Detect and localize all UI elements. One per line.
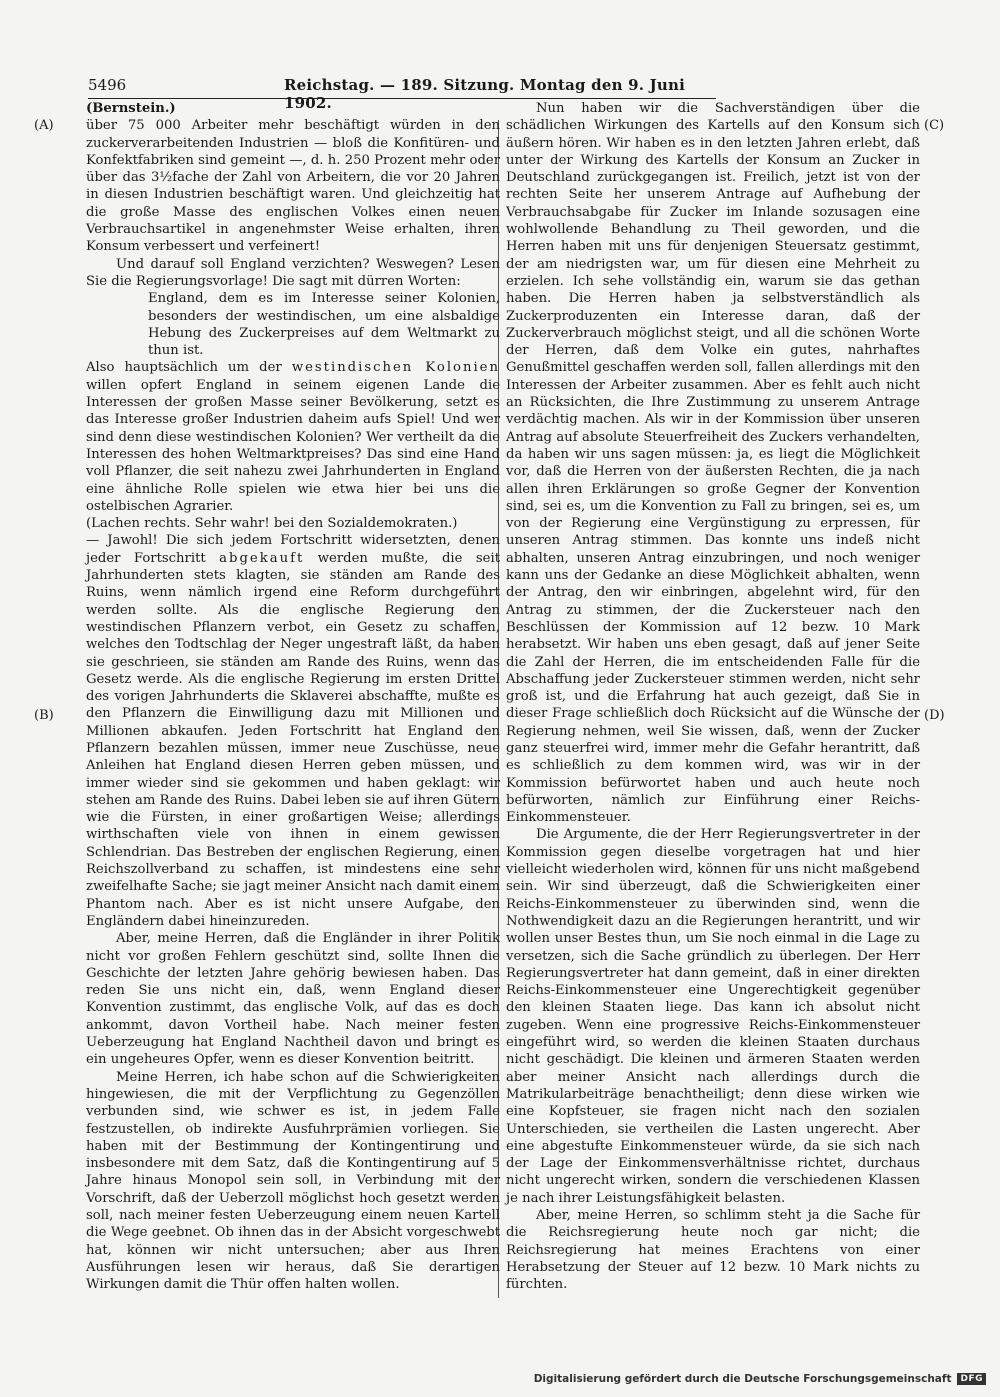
emphasized-text: westindischen Kolonien [291, 360, 500, 376]
margin-marker-c: (C) [924, 118, 945, 133]
margin-marker-d: (D) [924, 708, 945, 723]
right-column [506, 100, 920, 1293]
block-quote: England, dem es im Interesse seiner Kolonien, besonders der westindischen, um eine alsbaldige Hebung des Zuckerpreises auf dem Weltmarkt zu thun ist. [148, 291, 500, 359]
header-title: Reichstag. — 189. Sitzung. Montag den 9. Juni 1902. [284, 76, 685, 112]
emphasized-text: abgekauft [219, 550, 305, 566]
paragraph: Aber, meine Herren, so schlimm steht ja die Sache für die Reichsregierung heute noch gar nicht; die Reichsregierung hat meines Erachtens von einer Herabsetzung der Steuer auf 12 bezw. 10 Mark nichts zu fürchten. [506, 1208, 920, 1293]
text-run: willen opfert England in seinem eigenen Lande die Interessen der großen Masse seiner Bevölkerung, setzt es das Interesse großer Industrien daheim aufs Spiel! Und wer sind denn diese westindischen Kolonien? Wer vertheilt da die Interessen des hohen Weltmarktpreises? Das sind eine Hand voll Pflanzer, die seit nahezu zwei Jahrhunderten in England eine ähnliche Rolle spielen wie etwa hier bei uns die ostelbischen Agrarier. [86, 377, 500, 514]
dfg-logo: DFG [957, 1373, 986, 1385]
paragraph: Aber, meine Herren, daß die Engländer in ihrer Politik nicht vor großen Fehlern geschützt sind, sollte Ihnen die Geschichte der letzten Jahre gehörig bewiesen haben. Das reden Sie uns nicht ein, daß, wenn England dieser Konvention zustimmt, das englische Volk, auf das es doch ankommt, davon Vortheil habe. Nach meiner festen Ueberzeugung hat England Nachtheil davon und bringt es ein ungeheures Opfer, wenn es dieser Konvention beitritt. [86, 931, 500, 1068]
paragraph [86, 532, 500, 930]
text-run: Also hauptsächlich um der [86, 360, 282, 376]
paragraph [86, 359, 500, 515]
left-column [86, 100, 500, 1293]
digitization-footer [534, 1373, 986, 1385]
text-run: — Jawohl! Die sich jedem Fortschritt widersetzten, denen jeder Fortschritt [86, 533, 500, 566]
paragraph: Nun haben wir die Sachverständigen über die schädlichen Wirkungen des Kartells auf den Konsum sich äußern hören. Wir haben es in den letzten Jahren erlebt, daß unter der Wirkung des Kartells der Konsum an Zucker in Deutschland zurückgegangen ist. Freilich, jetzt ist von der rechten Seite her unserem Antrage auf Aufhebung der Verbrauchsabgabe für Zucker im Inlande sozusagen eine wohlwollende Behandlung zu Theil geworden, und die Herren haben mit uns für denjenigen Steuersatz gestimmt, der am niedrigsten war, um für diesen eine Mehrheit zu erzielen. Ich sehe vollständig ein, warum sie das gethan haben. Die Herren haben ja selbstverständlich als Zuckerproduzenten ein Interesse daran, daß der Zuckerverbrauch möglichst steigt, und all die schönen Worte der Herren, daß dem Volke ein gutes, nahrhaftes Genußmittel geschaffen werden soll, fallen allerdings mit den Interessen der Arbeiter zusammen. Aber es fehlt auch nicht an Rücksichten, die Ihre Zustimmung zu unserem Antrage verdächtig machen. Als wir in der Kommission über unseren Antrag auf absolute Steuerfreiheit des Zuckers verhandelten, da haben wir uns sagen müssen: ja, es liegt die Möglichkeit vor, daß die Herren von der äußersten Rechten, die ja nach allen ihren Erklärungen so große Gegner der Konvention sind, sei es, um die Konvention zu Fall zu bringen, sei es, um von der Regierung eine Vergünstigung zu erpressen, für unseren Antrag stimmen. Das konnte uns indeß nicht abhalten, unseren Antrag einzubringen, und noch weniger kann uns der Gedanke an diese Möglichkeit abhalten, wenn der Antrag, den wir einbringen, abgelehnt wird, für den Antrag zu stimmen, der die Zuckersteuer nach den Beschlüssen der Kommission auf 12 bezw. 10 Mark herabsetzt. Wir haben uns eben gesagt, daß auf jener Seite die Zahl der Herren, die im entscheidenden Falle für die Abschaffung jeder Zuckersteuer stimmen werden, nicht sehr groß ist, und die Erfahrung hat auch gezeigt, daß Sie in dieser Frage schließlich doch Rücksicht auf die Wünsche der Regierung nehmen, weil Sie wissen, daß, wenn der Zucker ganz steuerfrei wird, immer mehr die Gefahr herantritt, daß es schließlich zu dem kommen wird, was wir in der Kommission befürwortet haben und auch heute noch befürworten, nämlich zur Einführung einer Reichs-Einkommensteuer. [506, 101, 920, 826]
page-number: 5496 [88, 76, 127, 94]
paragraph: Die Argumente, die der Herr Regierungsvertreter in der Kommission gegen dieselbe vorgetragen hat und hier vielleicht wiederholen wird, können für uns nicht maßgebend sein. Wir sind überzeugt, daß die Schwierigkeiten einer Reichs-Einkommensteuer zu überwinden sind, wenn die Nothwendigkeit dazu an die Regierungen herantritt, und wir wollen unser Bestes thun, um Sie noch einmal in die Lage zu versetzen, sich die Sache gründlich zu überlegen. Der Herr Regierungsvertreter hat dann gemeint, daß in einer direkten Reichs-Einkommensteuer eine Ungerechtigkeit gegenüber den kleinen Staaten liege. Das kann ich absolut nicht zugeben. Wenn eine progressive Reichs-Einkommensteuer eingeführt wird, so werden die kleinen Staaten durchaus nicht geschädigt. Die kleinen und ärmeren Staaten werden aber meiner Ansicht nach allerdings durch die Matrikularbeiträge benachtheiligt; denn diese wirken wie eine Kopfsteuer, sie fragen nicht nach den sozialen Unterschieden, sie vertheilen die Lasten ungerecht. Aber eine abgestufte Einkommensteuer würde, da sie sich nach der Lage der Einkommensverhältnisse richtet, durchaus nicht ungerecht wirken, sondern die verschiedenen Klassen je nach ihrer Leistungsfähigkeit belasten. [506, 827, 920, 1206]
paragraph: über 75 000 Arbeiter mehr beschäftigt würden in den zuckerverarbeitenden Industrien — bloß die Konfitüren- und Konfektfabriken sind gemeint —, d. h. 250 Prozent mehr oder über das 3½fache der Zahl von Arbeitern, die vor 20 Jahren in diesen Industrien beschäftigt waren. Und gleichzeitig hat die große Masse des englischen Volkes einen neuen Verbrauchsartikel in angenehmster Weise erhalten, ihren Konsum verbessert und verfeinert! [86, 118, 500, 255]
margin-marker-a: (A) [34, 118, 54, 133]
speaker-name: (Bernstein.) [86, 101, 176, 116]
paragraph: Meine Herren, ich habe schon auf die Schwierigkeiten hingewiesen, die mit der Verpflichtung zu Gegenzöllen verbunden sind, wie schwer es ist, in jedem Falle festzustellen, ob indirekte Ausfuhrprämien vorliegen. Sie haben mit der Bestimmung der Kontingentirung und insbesondere mit dem Satz, daß die Kontingentirung auf 5 Jahre hinaus Monopol sein soll, in Verbindung mit der Vorschrift, daß der Ueberzoll möglichst hoch gesetzt werden soll, nach meiner festen Ueberzeugung einem neuen Kartell die Wege geebnet. Ob ihnen das in der Absicht vorgeschwebt hat, können wir nicht untersuchen; aber aus Ihren Ausführungen lesen wir heraus, daß Sie derartigen Wirkungen damit die Thür offen halten wollen. [86, 1069, 500, 1293]
margin-marker-b: (B) [34, 708, 54, 723]
paragraph: Und darauf soll England verzichten? Weswegen? Lesen Sie die Regierungsvorlage! Die sagt mit dürren Worten: [86, 256, 500, 289]
text-run: werden mußte, die seit Jahrhunderten stets klagten, sie ständen am Rande des Ruins, wenn nämlich irgend eine Reform durchgeführt werden sollte. Als die englische Regierung den westindischen Pflanzern verbot, ein Gesetz zu schaffen, welches den Todtschlag der Neger ungestraft läßt, da haben sie geschrieen, sie ständen am Rande des Ruins, wenn das Gesetz werde. Als die englische Regierung im ersten Drittel des vorigen Jahrhunderts die Sklaverei abschaffte, mußte es den Pflanzern die Einwilligung dazu mit Millionen und Millionen abkaufen. Jeden Fortschritt hat England den Pflanzern bezahlen müssen, immer neue Zuschüsse, neue Anleihen hat England diesen Herren geben müssen, und immer wieder sind sie gekommen und haben geklagt: wir stehen am Rande des Ruins. Dabei leben sie auf ihren Gütern wie die Fürsten, in einer großartigen Weise; allerdings wirthschaften viele von ihnen in einem gewissen Schlendrian. Das Bestreben der englischen Regierung, einen Reichszollverband zu schaffen, ist mindestens eine sehr zweifelhafte Sache; sie jagt meiner Ansicht nach damit einem Phantom nach. Aber es ist nicht unsere Aufgabe, den Engländern dabei hineinzureden. [86, 550, 500, 929]
interjection: (Lachen rechts. Sehr wahr! bei den Sozialdemokraten.) [86, 516, 458, 532]
funding-note: Digitalisierung gefördert durch die Deutsche Forschungsgemeinschaft [533, 1373, 952, 1385]
